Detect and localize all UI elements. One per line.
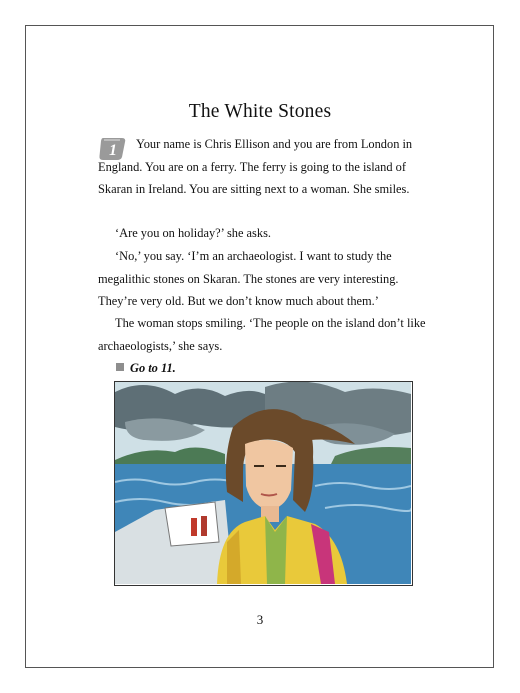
chapter-title: The White Stones [188,101,332,123]
paragraph-intro: Your name is Chris Ellison and you are from London in England. You are on a ferry. The ferry is going to the island of Skaran in Ireland. You are sitting next to a woman. She smiles. [98,137,413,196]
section-number: 1 [109,142,117,159]
page-number: 3 [256,612,264,627]
illustration-drawing [115,382,411,584]
paragraph-question: ‘Are you on holiday?’ she asks. [115,226,271,240]
paragraph-answer: ‘No,’ you say. ‘I’m an archaeologist. I want to study the megalithic stones on Skaran. The stones are very interesting. They’re very old. But we don’t know much about them.’ [98,249,399,308]
story-illustration [114,381,413,586]
bullet-square-icon [116,363,124,371]
goto-instruction[interactable] [116,357,176,380]
goto-text: Go to 11. [130,361,176,375]
paragraph-woman: The woman stops smiling. ‘The people on the island don’t like archaeologists,’ she says. [98,316,426,353]
